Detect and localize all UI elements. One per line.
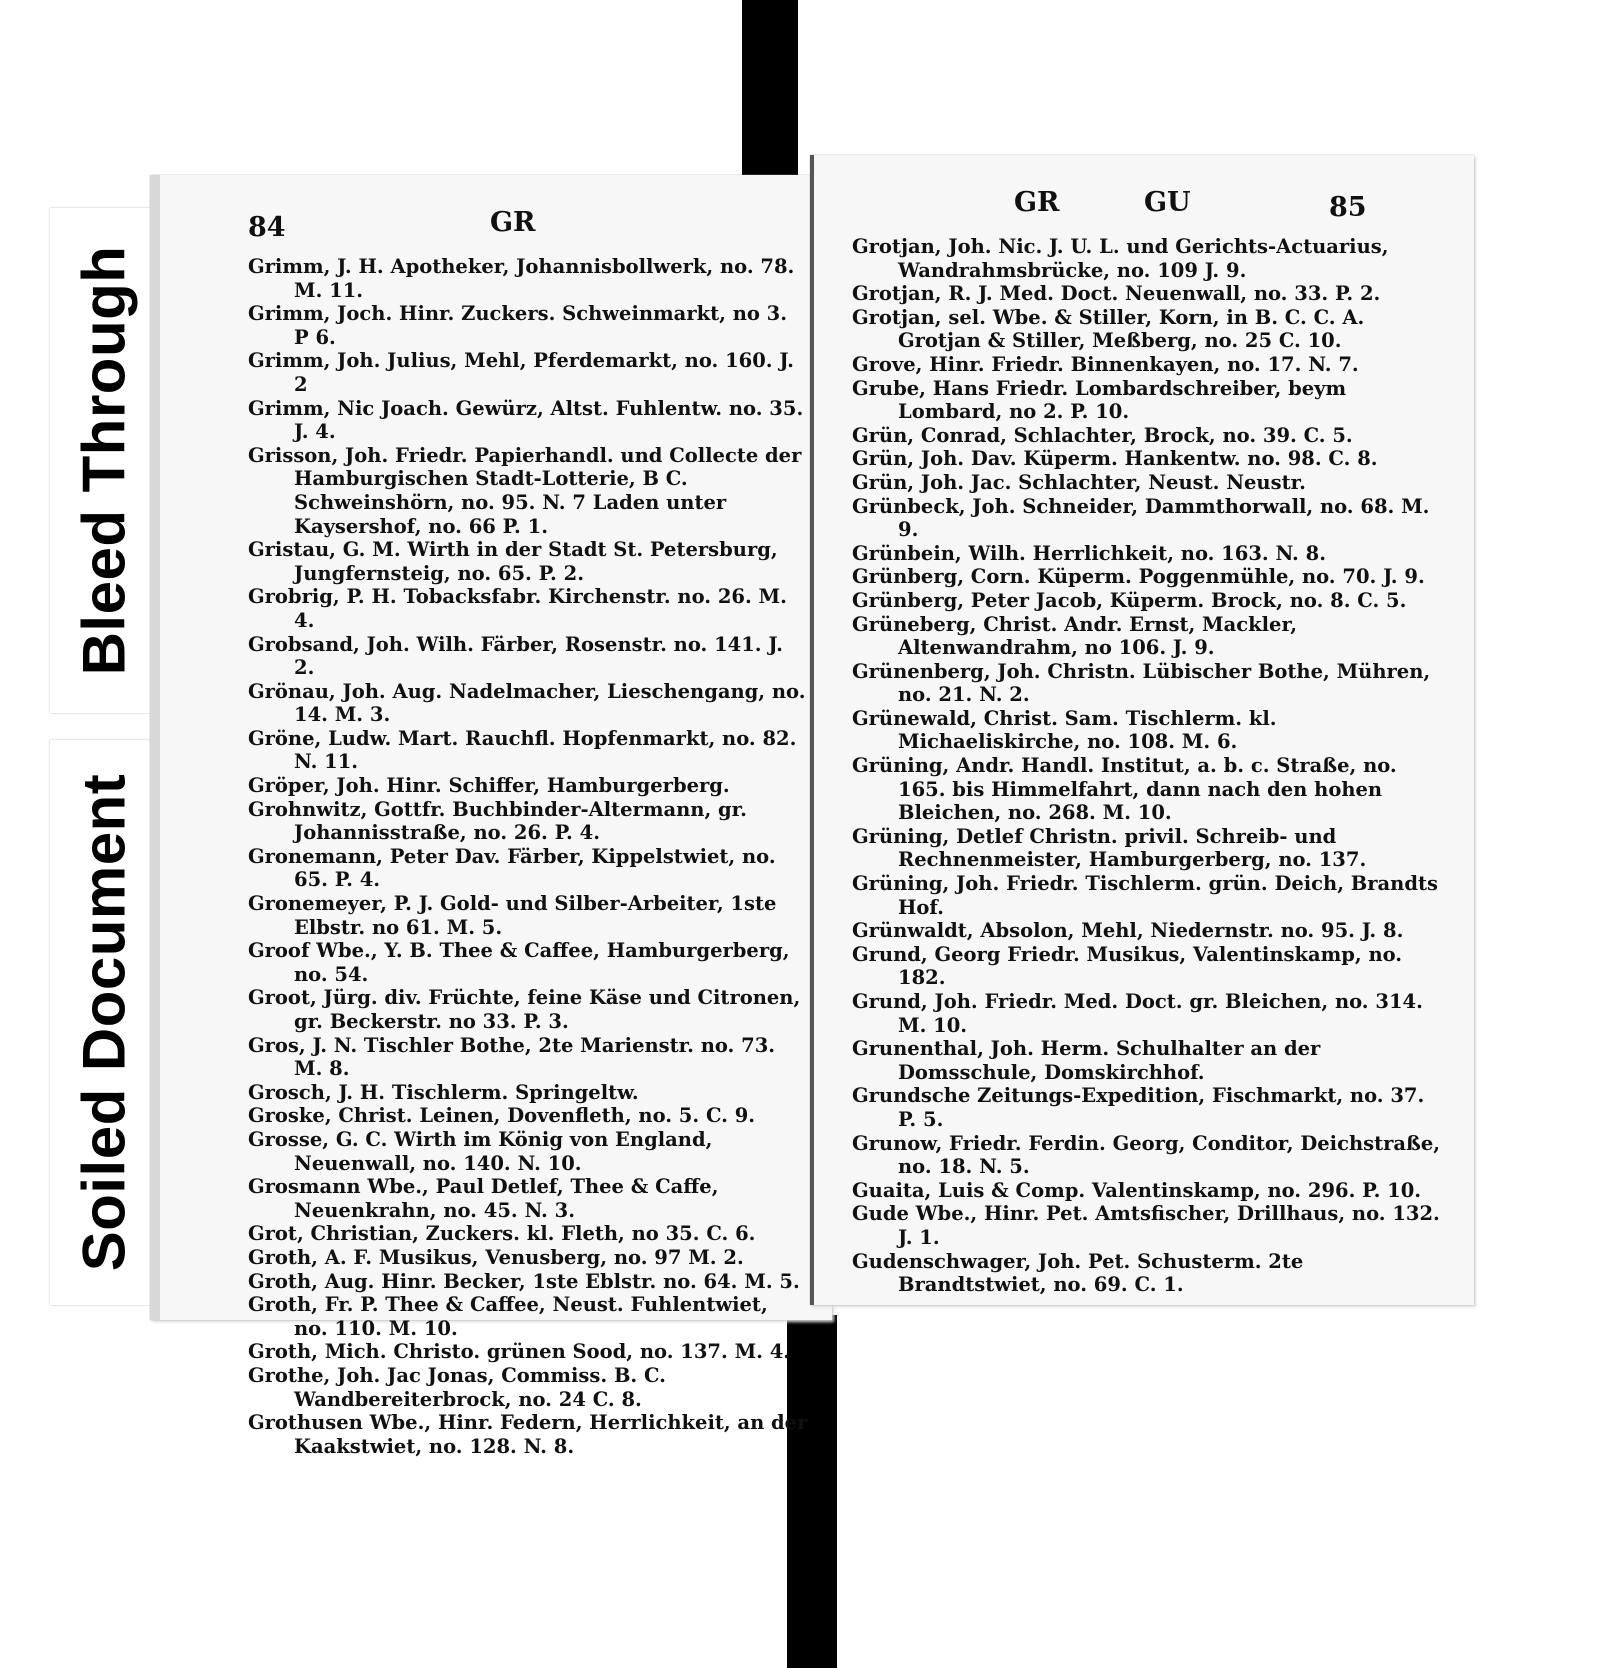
directory-entry: Grüning, Andr. Handl. Institut, a. b. c. Straße, no. 165. bis Himmelfahrt, dann nach den hohen Bleichen, no. 268. M. 10. <box>852 754 1397 825</box>
directory-entry: Grün, Conrad, Schlachter, Brock, no. 39. C. 5. <box>852 423 1353 447</box>
directory-entry: Gros, J. N. Tischler Bothe, 2te Marienstr. no. 73. M. 8. <box>248 1033 776 1081</box>
bleed-through-label <box>50 208 158 713</box>
directory-entry: Grunow, Friedr. Ferdin. Georg, Conditor, Deichstraße, no. 18. N. 5. <box>852 1131 1441 1179</box>
directory-entry: Grunenthal, Joh. Herm. Schulhalter an der Domsschule, Domskirchhof. <box>852 1037 1321 1084</box>
directory-entry: Groof Wbe., Y. B. Thee & Caffee, Hamburgerberg, no. 54. <box>248 939 790 986</box>
bleed-through-text: Bleed Through <box>70 245 138 676</box>
left-page-header <box>160 207 832 247</box>
directory-entry: Grimm, Nic Joach. Gewürz, Altst. Fuhlentw. no. 35. J. 4. <box>248 396 804 444</box>
soiled-document-text: Soiled Document <box>70 773 138 1272</box>
directory-entry: Guaita, Luis & Comp. Valentinskamp, no. 296. P. 10. <box>852 1178 1422 1202</box>
directory-entry: Groth, A. F. Musikus, Venusberg, no. 97 M. 2. <box>248 1245 744 1269</box>
directory-entry: Gude Wbe., Hinr. Pet. Amtsfischer, Drillhaus, no. 132. J. 1. <box>852 1202 1440 1249</box>
directory-entry: Groth, Fr. P. Thee & Caffee, Neust. Fuhlentwiet, no. 110. M. 10. <box>248 1293 768 1340</box>
directory-entry: Grosse, G. C. Wirth im König von England, Neuenwall, no. 140. N. 10. <box>248 1127 713 1175</box>
directory-entry: Grünbein, Wilh. Herrlichkeit, no. 163. N. 8. <box>852 541 1326 565</box>
directory-entry: Grotjan, R. J. Med. Doct. Neuenwall, no. 33. P. 2. <box>852 282 1381 306</box>
soiled-document-label <box>50 740 158 1305</box>
directory-entry: Grimm, Joch. Hinr. Zuckers. Schweinmarkt, no 3. P 6. <box>248 302 788 349</box>
directory-entries <box>852 235 1442 1297</box>
running-headword: GR <box>490 207 536 238</box>
directory-entry: Grünbeck, Joh. Schneider, Dammthorwall, no. 68. M. 9. <box>852 494 1430 542</box>
directory-entry: Grundsche Zeitungs-Expedition, Fischmarkt, no. 37. P. 5. <box>852 1084 1425 1131</box>
directory-entry: Grünberg, Corn. Küperm. Poggenmühle, no. 70. J. 9. <box>852 565 1425 589</box>
directory-entry: Grosmann Wbe., Paul Detlef, Thee & Caffe, Neuenkrahn, no. 45. N. 3. <box>248 1175 719 1222</box>
directory-entry: Gröper, Joh. Hinr. Schiffer, Hamburgerberg. <box>248 774 730 798</box>
right-page-header <box>814 187 1474 227</box>
directory-entry: Gudenschwager, Joh. Pet. Schusterm. 2te Brandtstwiet, no. 69. C. 1. <box>852 1249 1304 1297</box>
directory-entry: Grotjan, sel. Wbe. & Stiller, Korn, in B. C. C. A. Grotjan & Stiller, Meßberg, no. 25 C. 10. <box>852 305 1365 353</box>
directory-entry: Grünwaldt, Absolon, Mehl, Niedernstr. no. 95. J. 8. <box>852 919 1404 943</box>
directory-entry: Grothusen Wbe., Hinr. Federn, Herrlichkeit, an der Kaakstwiet, no. 128. N. 8. <box>248 1411 808 1458</box>
page-number: 84 <box>248 212 286 243</box>
directory-entry: Gronemeyer, P. J. Gold- und Silber-Arbeiter, 1ste Elbstr. no 61. M. 5. <box>248 892 777 939</box>
directory-entry: Groth, Mich. Christo. grünen Sood, no. 137. M. 4. <box>248 1340 791 1364</box>
directory-entry: Grisson, Joh. Friedr. Papierhandl. und Collecte der Hamburgischen Stadt-Lotterie, B C. Schweinshörn, no. 95. N. 7 Laden unter Kaysershof, no. 66 P. 1. <box>248 443 802 538</box>
running-headword: GR <box>1014 187 1060 218</box>
directory-entry: Grot, Christian, Zuckers. kl. Fleth, no 35. C. 6. <box>248 1222 756 1246</box>
directory-entry: Grube, Hans Friedr. Lombardschreiber, beym Lombard, no 2. P. 10. <box>852 376 1347 424</box>
directory-entry: Grüneberg, Christ. Andr. Ernst, Mackler, Altenwandrahm, no 106. J. 9. <box>852 612 1298 660</box>
right-page <box>810 155 1474 1305</box>
directory-entry: Grund, Joh. Friedr. Med. Doct. gr. Bleichen, no. 314. M. 10. <box>852 990 1423 1037</box>
directory-entry: Groot, Jürg. div. Früchte, feine Käse und Citronen, gr. Beckerstr. no 33. P. 3. <box>248 986 801 1033</box>
directory-entry: Gronemann, Peter Dav. Färber, Kippelstwiet, no. 65. P. 4. <box>248 844 776 892</box>
directory-entry: Grobrig, P. H. Tobacksfabr. Kirchenstr. no. 26. M. 4. <box>248 585 787 632</box>
directory-entry: Grobsand, Joh. Wilh. Färber, Rosenstr. no. 141. J. 2. <box>248 632 783 680</box>
spine-strip-top <box>742 0 798 175</box>
directory-entry: Groske, Christ. Leinen, Dovenfleth, no. 5. C. 9. <box>248 1104 756 1128</box>
directory-entry: Grünewald, Christ. Sam. Tischlerm. kl. Michaeliskirche, no. 108. M. 6. <box>852 706 1277 754</box>
directory-entry: Grünberg, Peter Jacob, Küperm. Brock, no. 8. C. 5. <box>852 588 1407 612</box>
page-number: 85 <box>1329 192 1367 223</box>
directory-entry: Grünenberg, Joh. Christn. Lübischer Bothe, Mühren, no. 21. N. 2. <box>852 659 1431 707</box>
directory-entry: Grove, Hinr. Friedr. Binnenkayen, no. 17. N. 7. <box>852 352 1359 376</box>
directory-entry: Grüning, Joh. Friedr. Tischlerm. grün. Deich, Brandts Hof. <box>852 872 1438 919</box>
directory-entry: Grotjan, Joh. Nic. J. U. L. und Gerichts-Actuarius, Wandrahmsbrücke, no. 109 J. 9. <box>852 235 1389 282</box>
directory-entries <box>248 255 808 1458</box>
directory-entry: Grimm, Joh. Julius, Mehl, Pferdemarkt, no. 160. J. 2 <box>248 349 794 396</box>
directory-entry: Grosch, J. H. Tischlerm. Springeltw. <box>248 1080 639 1104</box>
directory-entry: Grohnwitz, Gottfr. Buchbinder-Altermann, gr. Johannisstraße, no. 26. P. 4. <box>248 797 747 845</box>
directory-entry: Grund, Georg Friedr. Musikus, Valentinskamp, no. 182. <box>852 942 1403 990</box>
running-headword: GU <box>1144 187 1191 218</box>
directory-entry: Gröne, Ludw. Mart. Rauchfl. Hopfenmarkt, no. 82. N. 11. <box>248 726 797 774</box>
directory-entry: Grüning, Detlef Christn. privil. Schreib- und Rechnenmeister, Hamburgerberg, no. 137. <box>852 824 1367 872</box>
directory-entry: Grothe, Joh. Jac Jonas, Commiss. B. C. Wandbereiterbrock, no. 24 C. 8. <box>248 1363 666 1411</box>
directory-entry: Grimm, J. H. Apotheker, Johannisbollwerk, no. 78. M. 11. <box>248 255 795 302</box>
directory-entry: Groth, Aug. Hinr. Becker, 1ste Eblstr. no. 64. M. 5. <box>248 1269 800 1293</box>
directory-entry: Grönau, Joh. Aug. Nadelmacher, Lieschengang, no. 14. M. 3. <box>248 679 806 727</box>
directory-entry: Gristau, G. M. Wirth in der Stadt St. Petersburg, Jungfernsteig, no. 65. P. 2. <box>248 538 778 585</box>
directory-entry: Grün, Joh. Dav. Küperm. Hankentw. no. 98. C. 8. <box>852 447 1378 471</box>
left-page <box>150 175 832 1458</box>
directory-entry: Grün, Joh. Jac. Schlachter, Neust. Neustr. <box>852 470 1306 494</box>
